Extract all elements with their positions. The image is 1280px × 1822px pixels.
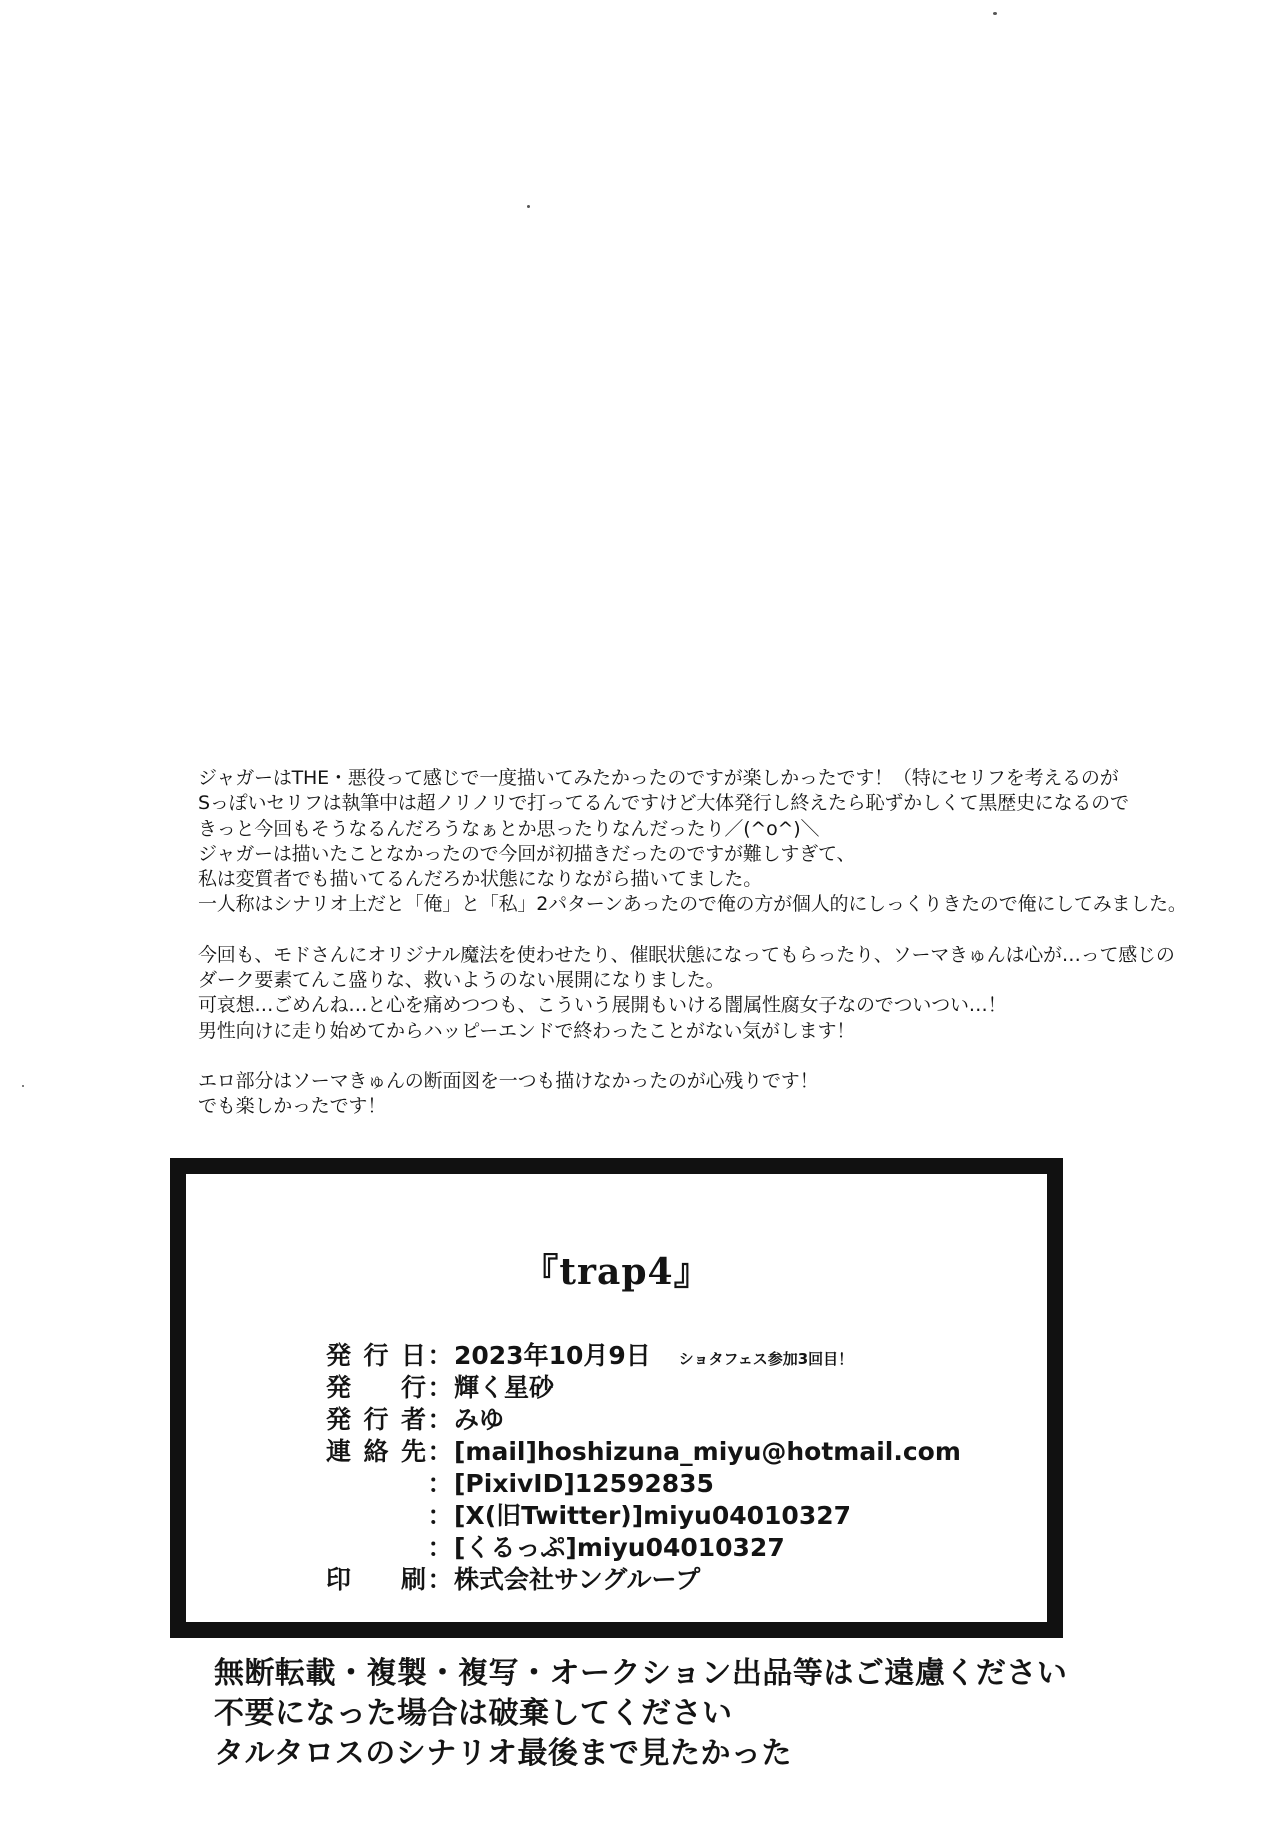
afterword-line: Sっぽいセリフは執筆中は超ノリノリで打ってるんですけど大体発行し終えたら恥ずかしくて黒歴史になるので: [198, 792, 1129, 815]
colophon-colon: ：: [427, 1437, 453, 1466]
paper-speck: [22, 1085, 24, 1087]
colophon-row-issuer: [326, 1400, 961, 1432]
afterword-text: [198, 766, 1198, 1145]
colophon-value: 輝く星砂: [454, 1373, 555, 1402]
colophon-colon: ：: [427, 1469, 453, 1498]
afterword-line: ダーク要素てんこ盛りな、救いようのない展開になりました。: [198, 969, 725, 992]
afterword-line: 一人称はシナリオ上だと「俺」と「私」2パターンあったので俺の方が個人的にしっくりきたので俺にしてみました。: [198, 893, 1187, 916]
notice-line: タルタロスのシナリオ最後まで見たかった: [214, 1736, 792, 1771]
afterword-line: 私は変質者でも描いてるんだろか状態になりながら描いてました。: [198, 868, 763, 891]
afterword-paragraph: [198, 1069, 1198, 1120]
afterword-line: 男性向けに走り始めてからハッピーエンドで終わったことがない気がします！: [198, 1019, 856, 1042]
afterword-paragraph: [198, 766, 1198, 918]
afterword-line: エロ部分はソーマきゅんの断面図を一つも描けなかったのが心残りです！: [198, 1069, 819, 1092]
book-title: 『trap4』: [522, 1251, 711, 1293]
colophon-note: ショタフェス参加3回目！: [678, 1350, 854, 1368]
colophon-row-publisher: [326, 1368, 961, 1400]
afterword-paragraph: [198, 943, 1198, 1044]
afterword-line: でも楽しかったです！: [198, 1095, 387, 1118]
colophon-colon: ：: [427, 1533, 453, 1562]
colophon-value: [X(旧Twitter)]miyu04010327: [454, 1501, 852, 1530]
colophon-info: [326, 1336, 961, 1592]
colophon-row-printer: [326, 1560, 961, 1592]
colophon-value: [くるっぷ]miyu04010327: [454, 1533, 785, 1562]
colophon-label: 発行: [326, 1373, 426, 1402]
colophon-value: 2023年10月9日: [454, 1341, 651, 1370]
notice-line: 無断転載・複製・複写・オークション出品等はご遠慮ください: [214, 1656, 1068, 1691]
colophon-row-contact-x: [326, 1496, 961, 1528]
colophon-value: みゆ: [454, 1405, 505, 1434]
colophon-label: 発行者: [326, 1405, 426, 1434]
colophon-value: [mail]hoshizuna_miyu@hotmail.com: [454, 1437, 961, 1466]
colophon-row-contact-crepu: [326, 1528, 961, 1560]
colophon-row-contact-mail: [326, 1432, 961, 1464]
afterword-line: 今回も、モドさんにオリジナル魔法を使わせたり、催眠状態になってもらったり、ソーマきゅんは心が…って感じの: [198, 943, 1175, 966]
notices: [214, 1654, 1067, 1774]
colophon-colon: ：: [427, 1373, 453, 1402]
colophon-label: 印刷: [326, 1565, 426, 1594]
colophon-row-publish-date: [326, 1336, 961, 1368]
colophon-colon: ：: [427, 1405, 453, 1434]
afterword-line: 可哀想…ごめんね…と心を痛めつつも、こういう展開もいける闇属性腐女子なのでついつい…！: [198, 994, 1007, 1017]
afterword-line: きっと今回もそうなるんだろうなぁとか思ったりなんだったり／(^o^)＼: [198, 817, 820, 840]
notice-line: 不要になった場合は破棄してください: [214, 1696, 733, 1731]
afterword-line: ジャガーはTHE・悪役って感じで一度描いてみたかったのですが楽しかったです！（特にセリフを考えるのが: [198, 767, 1119, 789]
colophon-colon: ：: [427, 1565, 453, 1594]
paper-speck: [527, 205, 530, 208]
colophon-label: 連絡先: [326, 1437, 426, 1466]
colophon-label: 発行日: [326, 1341, 426, 1370]
colophon-box: [170, 1158, 1063, 1638]
colophon-value: 株式会社サングループ: [454, 1565, 701, 1594]
afterword-line: ジャガーは描いたことなかったので今回が初描きだったのですが難しすぎて、: [198, 842, 856, 865]
paper-speck: [993, 12, 997, 15]
colophon-value: [PixivID]12592835: [454, 1469, 714, 1498]
colophon-colon: ：: [427, 1501, 453, 1530]
colophon-colon: ：: [427, 1341, 453, 1370]
colophon-row-contact-pixiv: [326, 1464, 961, 1496]
